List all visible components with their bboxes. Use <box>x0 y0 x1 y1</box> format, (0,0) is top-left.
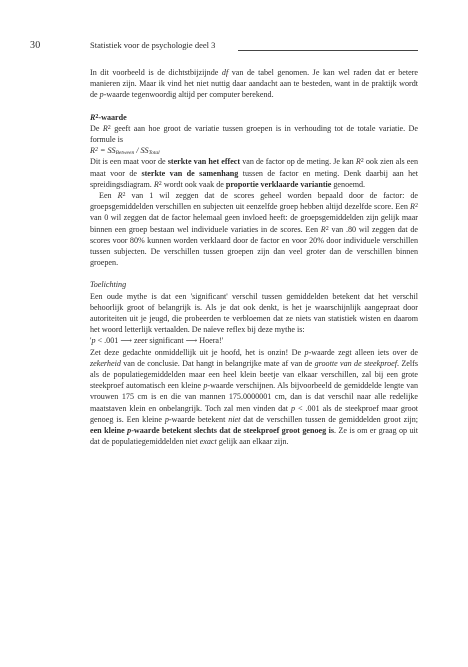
text: gelijk aan elkaar zijn. <box>216 437 289 447</box>
quote-line <box>90 335 418 346</box>
text: ' <box>90 336 92 346</box>
heading-toelichting <box>90 279 418 290</box>
text: Zet deze gedachte onmiddellijk uit je hoofd, het is onzin! De <box>90 347 305 357</box>
formula-r: R <box>90 146 95 156</box>
text: van de conclusie. Dat hangt in belangrijke mate af van de <box>120 358 315 368</box>
italic-r: R <box>355 157 361 167</box>
italic-p: p <box>127 426 132 436</box>
sup: 2 <box>360 158 364 165</box>
italic-p: p <box>91 336 96 346</box>
text: . Zelfs als de populatiegemiddelden maar een heel klein beetje van elkaar verschillen, zal bij een grote steekproef automatisch een kleine <box>90 358 418 391</box>
bold-term: proportie verklaarde variantie <box>225 179 332 189</box>
text: van 1 wil zeggen dat de scores geheel worden bepaald door de factor: de groepsgemiddelden verschillen en subjecten uit eenzelfde groep hebben altijd dezelfde score. Een <box>90 191 418 212</box>
text: -waarde tegenwoordig altijd per computer berekend. <box>103 90 274 100</box>
italic-r: R <box>102 123 108 133</box>
italic-p: p <box>290 403 295 413</box>
italic-term: grootte van de steekproef <box>314 358 397 368</box>
text: -waarde betekent slechts dat de steekproef groot genoeg is <box>131 426 334 436</box>
text: Dit is een maat voor de <box>90 157 168 167</box>
heading-text: -waarde <box>98 112 127 122</box>
paragraph-r2-intro <box>90 123 418 145</box>
text: van .80 wil zeggen dat de scores voor 80% kunnen worden verklaard door de factor en voor 20% door individuele verschillen tussen subjecten. De verschillen tussen groepen zijn dan veel groter dan de verschillen binnen groepen. <box>90 224 419 268</box>
italic-p: p <box>203 381 208 391</box>
sub-between: Between <box>115 150 135 157</box>
text: -waarde verschijnen. Als bijvoorbeeld de gemiddelde lengte van vrouwen 175 cm is en die van mannen 175.0000001 cm, dan is dat verschil naar alle redelijke maatstaven klein en onbelangrijk. Toch zal men vinden dat <box>90 381 418 413</box>
text: genoemd. <box>331 179 366 189</box>
text: van de factor op de meting. Je kan <box>240 157 356 167</box>
sup: 2 <box>415 203 418 210</box>
running-title: Statistiek voor de psychologie deel 3 <box>90 40 216 50</box>
text: Een <box>99 191 118 201</box>
italic-heading: Toelichting <box>90 280 127 290</box>
bold-statement <box>90 426 334 435</box>
italic-df: df <box>221 68 229 77</box>
text: wordt ook vaak de <box>161 179 226 189</box>
paragraph-effect-size <box>90 156 418 190</box>
italic-r: R <box>410 202 415 212</box>
italic-p: p <box>164 414 169 424</box>
text: van de tabel genomen. Je kan wel raden dat er betere manieren zijn. Maar ik vind het niet nuttig daar aandacht aan te besteden, want in de praktijk wordt de <box>90 68 418 100</box>
text: In dit voorbeeld is de dichtstbijzijnde <box>90 68 222 77</box>
formula-eq: = SS <box>97 146 116 156</box>
sup: 2 <box>107 124 111 131</box>
text: < .001 als de steekproef maar groot genoeg is. Een kleine <box>90 403 418 424</box>
heading-r2-waarde <box>90 112 418 123</box>
italic-r: R <box>153 179 159 189</box>
paragraph-r2-examples <box>90 190 418 268</box>
paragraph-p-value <box>90 347 418 448</box>
text: ook zien als een maat voor de <box>90 157 419 178</box>
italic-p: p <box>304 347 309 357</box>
text: van 0 wil zeggen dat de factor helemaal geen invloed heeft: de groepsgemiddelden zijn gelijk maar binnen een groep bestaan wel individuele variaties in de scores. Een <box>90 213 418 234</box>
sup: 2 <box>94 147 98 154</box>
sup: 2 <box>95 113 99 120</box>
bold-term: sterkte van het effect <box>167 157 241 167</box>
formula-r2 <box>90 145 418 156</box>
italic-term: niet <box>228 414 241 424</box>
bold-term: sterkte van de samenhang <box>141 168 239 178</box>
text: geeft aan hoe groot de variatie tussen groepen is in verhouding tot de totale variatie. De formule is <box>90 123 418 145</box>
paragraph-myth: Een oude mythe is dat een 'significant' verschil tussen gemiddelden betekent dat het verschil behoorlijk groot of belangrijk is. Als je dat ook denkt, is het je waarschijnlijk aangepraat door autoriteiten uit je jeugd, die probeerden te verbloemen dat ze niets van statistiek wisten en daarom het woord letterlijk vertaalden. De naïeve reflex bij deze mythe is: <box>90 291 418 335</box>
italic-term: zekerheid <box>90 358 121 368</box>
formula-div: / SS <box>134 146 149 156</box>
italic-r: R <box>117 191 123 201</box>
header-rule <box>238 50 418 51</box>
text: dat de verschillen tussen de gemiddelden groot zijn; <box>240 414 419 424</box>
text: een kleine <box>90 426 128 436</box>
sup: 2 <box>122 192 126 199</box>
sub-total: Total <box>148 150 160 157</box>
text: De <box>90 123 103 133</box>
italic-p: p <box>99 90 104 100</box>
text: -waarde betekent <box>168 414 229 424</box>
sup: 2 <box>325 225 329 232</box>
body-text <box>90 67 418 448</box>
italic-term: exact <box>199 437 217 447</box>
italic-r: R <box>90 112 96 122</box>
text: -waarde zegt alleen iets over de <box>308 347 418 357</box>
page-number: 30 <box>30 40 41 51</box>
text: < .001 ⟶ zeer significant ⟶ Hoera!' <box>95 336 224 346</box>
sup: 2 <box>158 180 162 187</box>
italic-r: R <box>320 224 326 234</box>
paragraph-df <box>90 67 418 101</box>
text: . Ze is om er graag op uit dat de populatiegemiddelden niet <box>90 426 418 447</box>
text: tussen de factor en meting. Denk daarbij aan het spreidingsdiagram. <box>90 168 418 189</box>
